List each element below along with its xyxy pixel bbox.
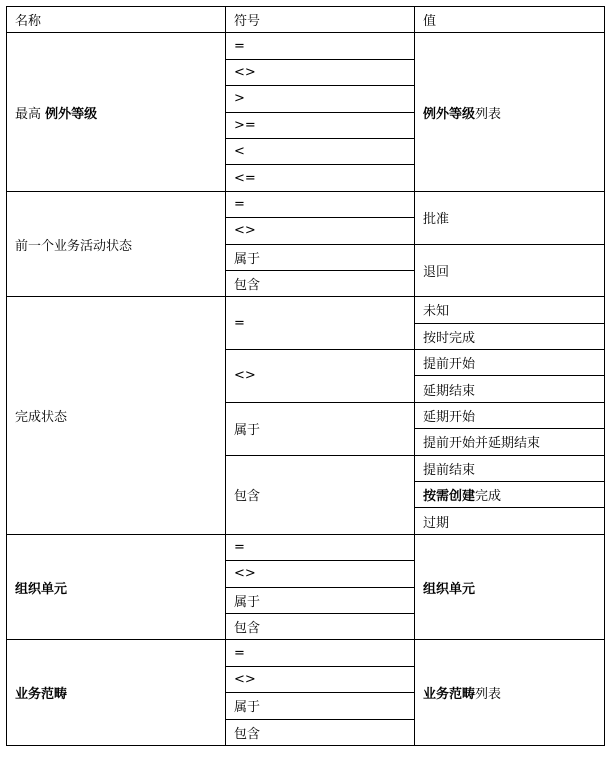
value-suffix: 列表: [475, 687, 502, 703]
value-cell: 延期结束: [415, 376, 605, 402]
symbol-cell: =: [226, 534, 415, 560]
symbol-cell: =: [226, 33, 415, 59]
symbol-cell: <=: [226, 165, 415, 191]
condition-table: [6, 6, 605, 746]
value-bold: 例外等级: [423, 106, 476, 122]
value-bold: 按需创建: [423, 489, 476, 505]
header-row: [7, 7, 605, 33]
value-cell: [415, 640, 605, 746]
symbol-cell: >: [226, 86, 415, 112]
value-bold: 业务范畴: [423, 687, 476, 703]
name-prefix: 最高: [15, 106, 46, 122]
value-cell: 组织单元: [415, 534, 605, 640]
symbol-cell: 属于: [226, 693, 415, 719]
symbol-cell: <: [226, 138, 415, 164]
name-cell: 业务范畴: [7, 640, 226, 746]
symbol-cell: =: [226, 191, 415, 217]
symbol-cell: <>: [226, 59, 415, 85]
value-cell: 按时完成: [415, 323, 605, 349]
value-cell: 未知: [415, 297, 605, 323]
table-row: [7, 640, 605, 666]
table-row: [7, 191, 605, 217]
name-cell: 组织单元: [7, 534, 226, 640]
symbol-cell: =: [226, 297, 415, 350]
value-cell: [415, 33, 605, 191]
value-cell: [415, 482, 605, 508]
table-row: [7, 297, 605, 323]
value-cell: 提前结束: [415, 455, 605, 481]
header-value: 值: [415, 7, 605, 33]
name-cell: 前一个业务活动状态: [7, 191, 226, 297]
value-cell: 提前开始并延期结束: [415, 429, 605, 455]
name-cell: [7, 33, 226, 191]
symbol-cell: >=: [226, 112, 415, 138]
symbol-cell: 属于: [226, 587, 415, 613]
symbol-cell: 属于: [226, 244, 415, 270]
table-row: [7, 33, 605, 59]
symbol-cell: <>: [226, 350, 415, 403]
value-suffix: 列表: [475, 106, 502, 122]
name-bold: 例外等级: [45, 106, 98, 122]
header-name: 名称: [7, 7, 226, 33]
value-cell: 过期: [415, 508, 605, 534]
symbol-cell: 属于: [226, 402, 415, 455]
symbol-cell: 包含: [226, 270, 415, 296]
name-cell: 完成状态: [7, 297, 226, 535]
value-cell: 延期开始: [415, 402, 605, 428]
symbol-cell: <>: [226, 666, 415, 692]
table-row: [7, 534, 605, 560]
symbol-cell: <>: [226, 218, 415, 244]
header-symbol: 符号: [226, 7, 415, 33]
symbol-cell: =: [226, 640, 415, 666]
symbol-cell: 包含: [226, 455, 415, 534]
symbol-cell: 包含: [226, 613, 415, 639]
value-cell: 批准: [415, 191, 605, 244]
value-cell: 提前开始: [415, 350, 605, 376]
value-cell: 退回: [415, 244, 605, 297]
value-suffix: 完成: [475, 489, 502, 505]
symbol-cell: 包含: [226, 719, 415, 745]
symbol-cell: <>: [226, 561, 415, 587]
